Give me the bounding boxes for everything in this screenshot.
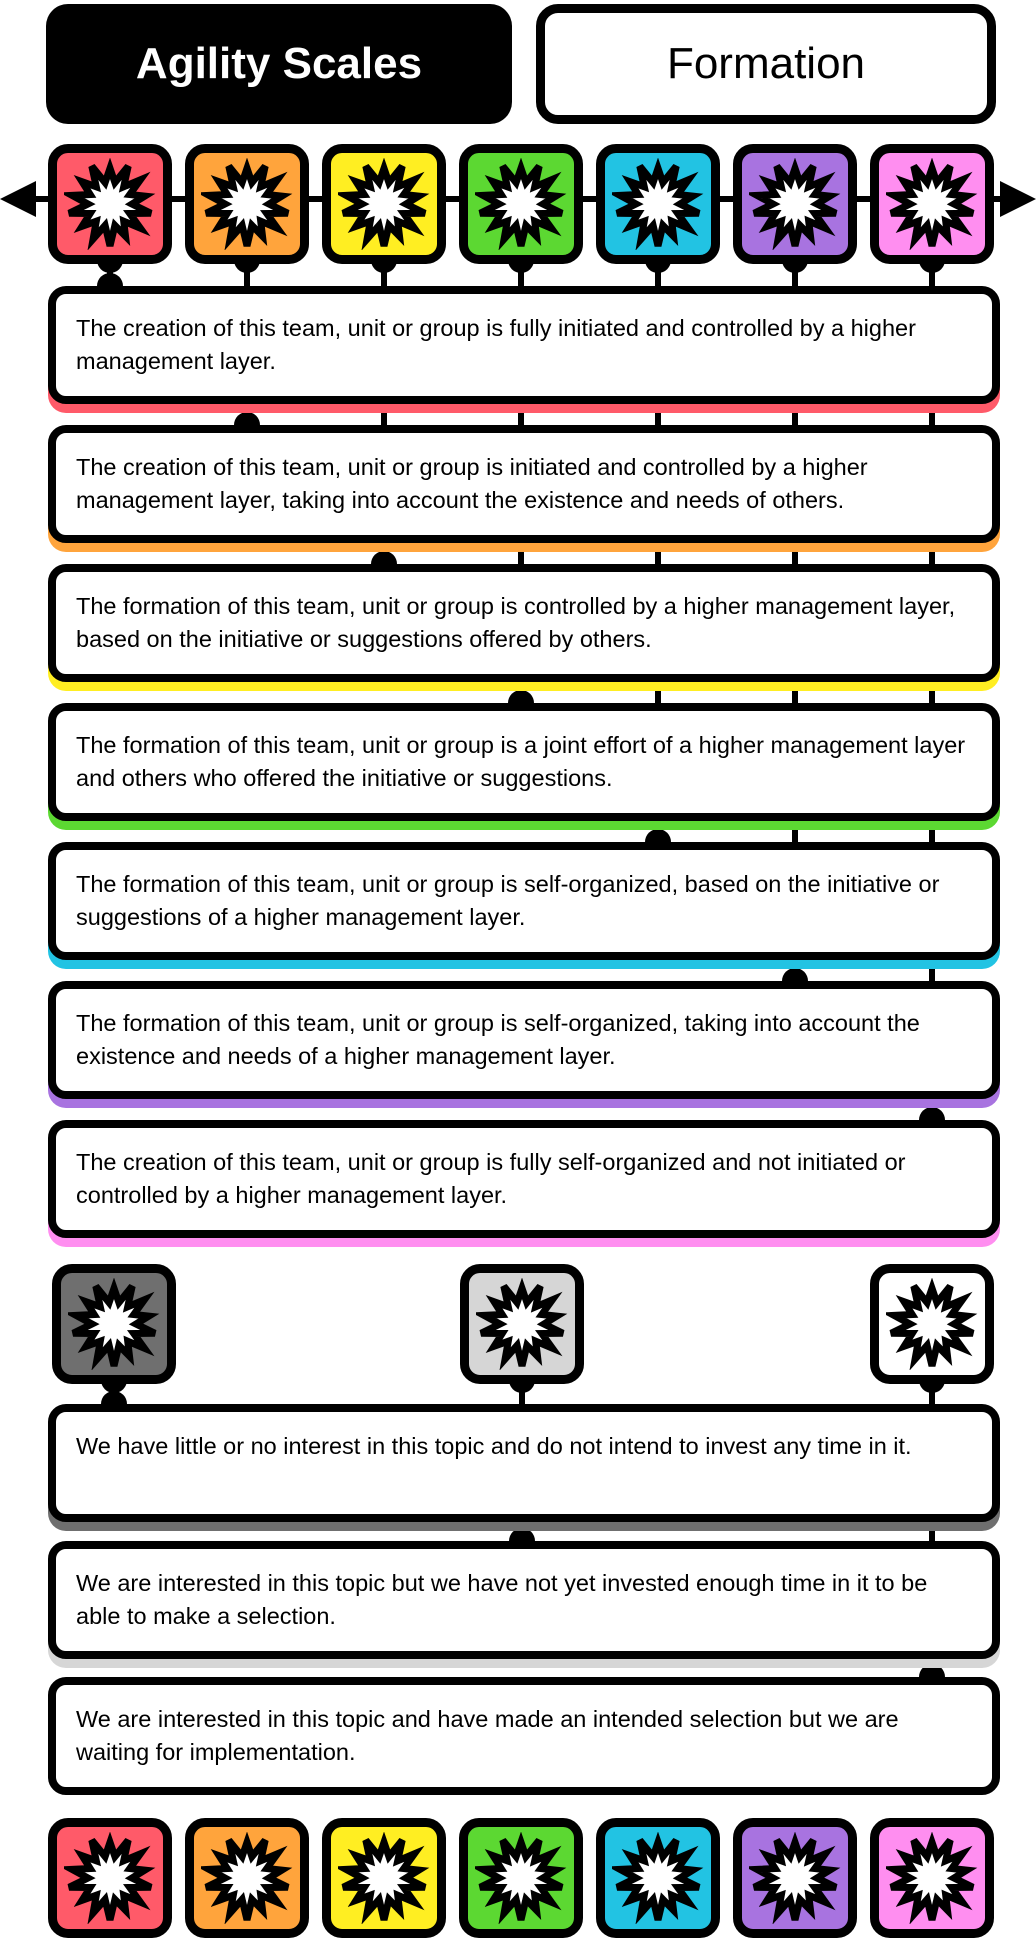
scale-tile-7 [870,144,994,264]
scale-level-text: The formation of this team, unit or group is self-organized, taking into account the existence and needs of a higher management layer. [76,1010,920,1069]
legend-tile-1 [48,1818,172,1938]
status-level-card [48,1541,1000,1659]
scale-level-text: The formation of this team, unit or group is controlled by a higher management layer, based on the initiative or suggestions offered by others. [76,593,956,652]
legend-tile-3 [322,1818,446,1938]
scale-level-card [48,703,1000,821]
status-level-text: We are interested in this topic but we have not yet invested enough time in it to be able to make a selection. [76,1570,928,1629]
scale-tile-4 [459,144,583,264]
formation-title: Formation [536,4,996,124]
starburst-icon [749,158,841,250]
right-arrow-icon [1000,181,1036,217]
starburst-icon [475,158,567,250]
starburst-icon [201,1832,293,1924]
scale-level-text: The formation of this team, unit or group is self-organized, based on the initiative or suggestions of a higher management layer. [76,871,940,930]
scale-level-card [48,425,1000,543]
status-tile-2 [460,1264,584,1384]
scale-level-text: The creation of this team, unit or group is fully initiated and controlled by a higher management layer. [76,315,916,374]
scale-tile-2 [185,144,309,264]
starburst-icon [201,158,293,250]
agility-scales-title: Agility Scales [46,4,512,124]
scale-level-text: The creation of this team, unit or group is initiated and controlled by a higher management layer, taking into account the existence and needs of others. [76,454,868,513]
status-tile-3 [870,1264,994,1384]
starburst-icon [886,1832,978,1924]
scale-tile-3 [322,144,446,264]
starburst-icon [612,1832,704,1924]
left-arrow-icon [0,181,36,217]
status-level-card [48,1404,1000,1522]
starburst-icon [886,1278,978,1370]
starburst-icon [64,1832,156,1924]
status-level-text: We have little or no interest in this topic and do not intend to invest any time in it. [76,1433,912,1459]
scale-level-card [48,564,1000,682]
legend-tile-7 [870,1818,994,1938]
legend-tile-5 [596,1818,720,1938]
starburst-icon [338,158,430,250]
scale-level-text: The formation of this team, unit or group is a joint effort of a higher management layer and others who offered the initiative or suggestions. [76,732,966,791]
status-level-card [48,1677,1000,1795]
starburst-icon [475,1832,567,1924]
status-level-text: We are interested in this topic and have made an intended selection but we are waiting for implementation. [76,1706,899,1765]
scale-level-card [48,1120,1000,1238]
legend-tile-2 [185,1818,309,1938]
starburst-icon [476,1278,568,1370]
scale-tile-6 [733,144,857,264]
starburst-icon [886,158,978,250]
legend-tile-4 [459,1818,583,1938]
starburst-icon [338,1832,430,1924]
status-tile-1 [52,1264,176,1384]
starburst-icon [612,158,704,250]
scale-tile-1 [48,144,172,264]
scale-level-text: The creation of this team, unit or group is fully self-organized and not initiated or controlled by a higher management layer. [76,1149,906,1208]
starburst-icon [68,1278,160,1370]
scale-level-card [48,286,1000,404]
scale-level-card [48,842,1000,960]
starburst-icon [64,158,156,250]
starburst-icon [749,1832,841,1924]
scale-tile-5 [596,144,720,264]
legend-tile-6 [733,1818,857,1938]
scale-level-card [48,981,1000,1099]
